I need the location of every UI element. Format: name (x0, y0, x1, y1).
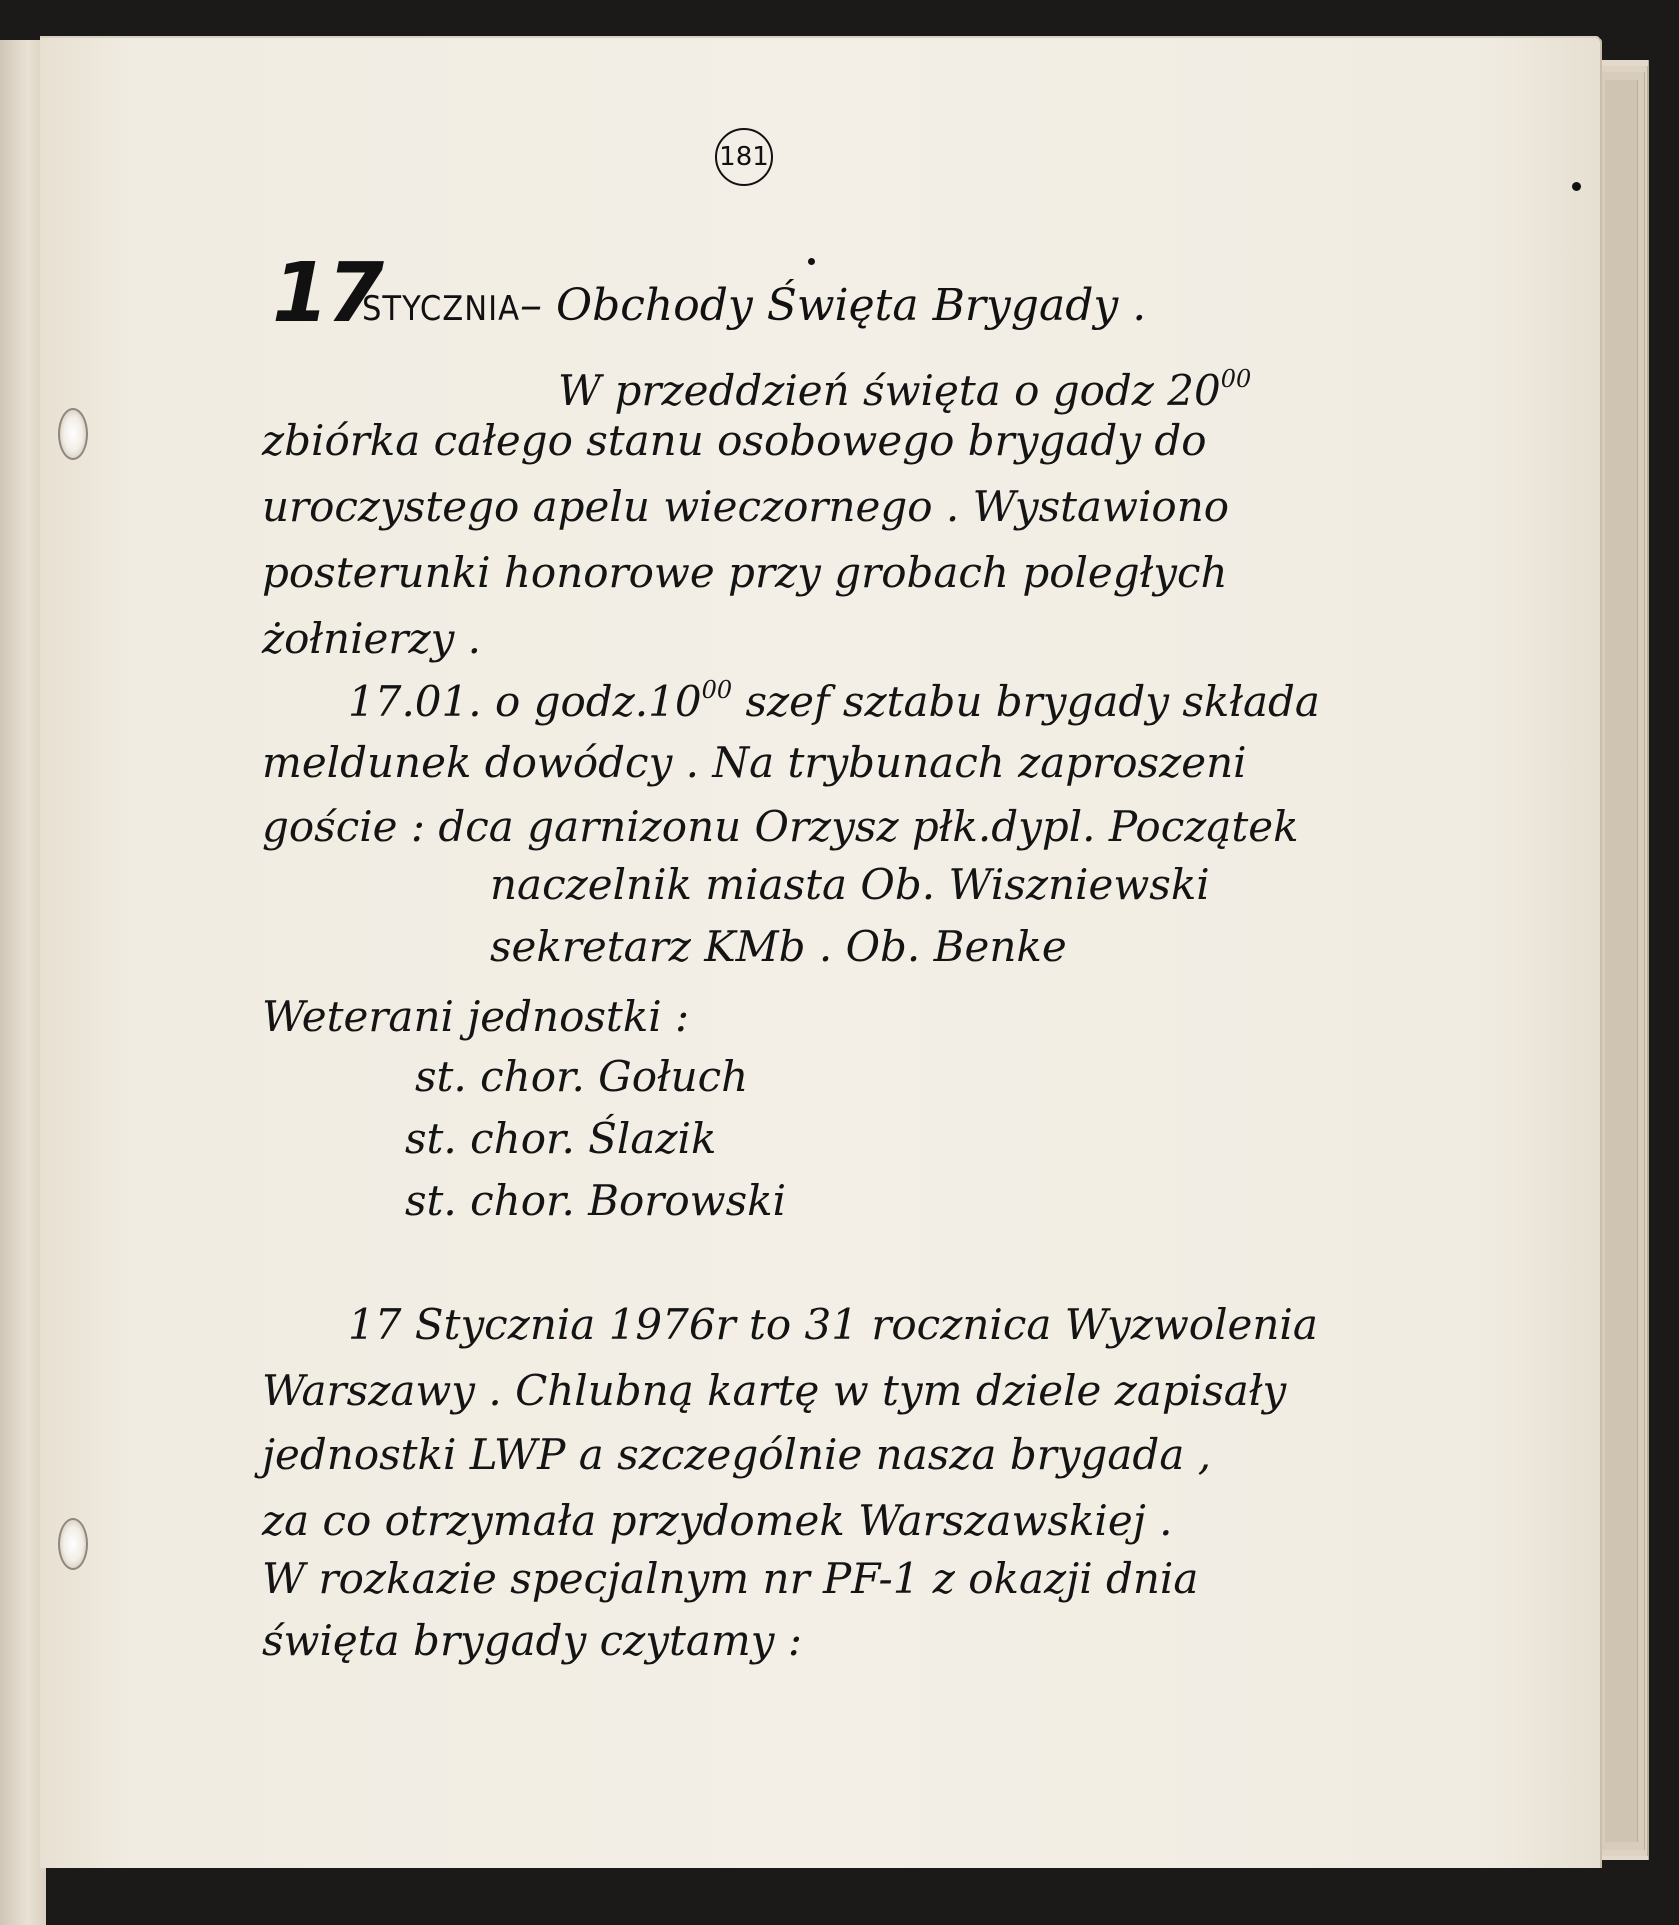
page-edge (1605, 80, 1638, 1842)
text-line: sekretarz KMb . Ob. Benke (490, 922, 1067, 971)
punch-hole (58, 408, 88, 460)
text-line: st. chor. Ślazik (405, 1114, 717, 1163)
text-line: posterunki honorowe przy grobach poległych (262, 548, 1228, 597)
text-line: W przeddzień święta o godz $20^{00}$ (558, 365, 1252, 415)
text-line: st. chor. Borowski (405, 1176, 787, 1225)
text-line: żołnierzy . (262, 614, 482, 663)
heading-text: – Obchody Święta Brygady . (520, 280, 1147, 331)
heading-month: STYCZNIA (362, 289, 521, 329)
heading-title (362, 280, 1146, 331)
text-line: goście : dca garnizonu Orzysz płk.dypl. Początek (262, 802, 1299, 851)
ink-dot (1572, 182, 1581, 191)
text-line: za co otrzymała przydomek Warszawskiej . (262, 1496, 1173, 1545)
page-number: 181 (715, 128, 773, 186)
text-line: meldunek dowódcy . Na trybunach zaproszeni (262, 738, 1247, 787)
heading-day: 17 (272, 246, 383, 341)
text-line: jednostki LWP a szczególnie nasza brygada , (262, 1430, 1212, 1479)
text-line: 17.01. o $godz.10^{00}$ szef sztabu brygady składa (348, 676, 1320, 726)
punch-hole (58, 1518, 88, 1570)
text-line: zbiórka całego stanu osobowego brygady do (262, 416, 1207, 465)
text-line: Weterani jednostki : (262, 992, 690, 1041)
text-line: święta brygady czytamy : (262, 1616, 802, 1665)
text-line: st. chor. Gołuch (415, 1052, 749, 1101)
text-line: uroczystego apelu wieczornego . Wystawiono (262, 482, 1230, 531)
text-line: 17 Stycznia 1976r to 31 rocznica Wyzwolenia (348, 1300, 1318, 1349)
text-line: naczelnik miasta Ob. Wiszniewski (490, 860, 1210, 909)
text-line: W rozkazie specjalnym nr PF-1 z okazji dnia (262, 1554, 1199, 1603)
ink-dot (808, 258, 815, 265)
text-line: Warszawy . Chlubną kartę w tym dziele zapisały (262, 1366, 1287, 1415)
